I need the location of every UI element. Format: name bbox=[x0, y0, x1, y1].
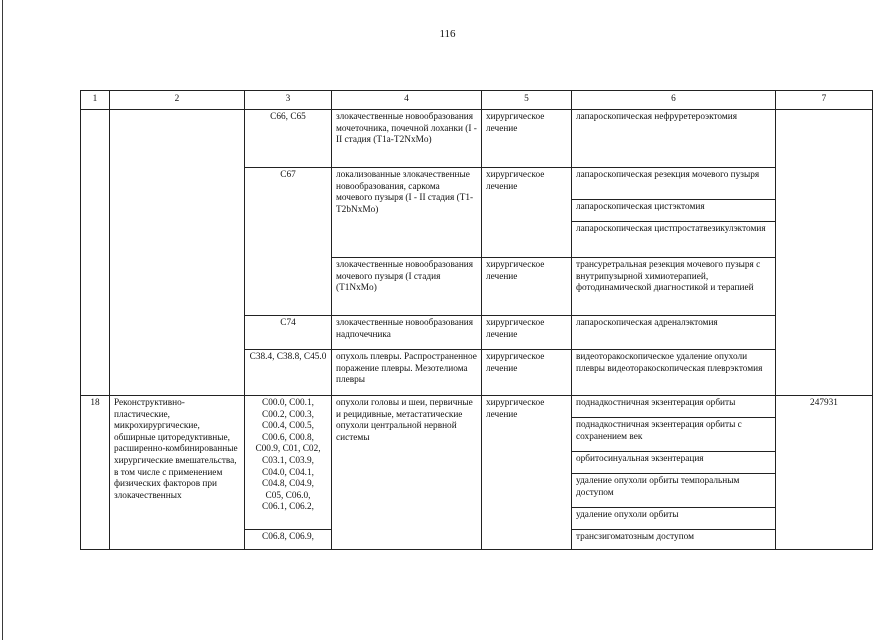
method-cell: трансзигоматозным доступом bbox=[572, 530, 776, 550]
column-header-6: 6 bbox=[572, 91, 776, 110]
icd-codes-cell: C66, C65 bbox=[245, 110, 332, 168]
treatment-cell: хирургическое лечение bbox=[482, 168, 572, 258]
method-cell: трансуретральная резекция мочевого пузыря с внутрипузырной химиотерапией, фотодинамической диагностикой и терапией bbox=[572, 258, 776, 316]
column-header-7: 7 bbox=[776, 91, 873, 110]
diagnosis-cell: злокачественные новообразования мочевого пузыря (I стадия (T1NxMo) bbox=[332, 258, 482, 316]
treatment-cell: хирургическое лечение bbox=[482, 396, 572, 550]
column-header-3: 3 bbox=[245, 91, 332, 110]
method-cell: орбитосинуальная экзентерация bbox=[572, 452, 776, 474]
method-cell: удаление опухоли орбиты bbox=[572, 508, 776, 530]
diagnosis-cell: опухоли головы и шеи, первичные и рецидивные, метастатические опухоли центральной нервной системы bbox=[332, 396, 482, 550]
method-cell: лапароскопическая резекция мочевого пузыря bbox=[572, 168, 776, 200]
method-cell: лапароскопическая адреналэктомия bbox=[572, 316, 776, 350]
treatment-cell: хирургическое лечение bbox=[482, 110, 572, 168]
method-cell: лапароскопическая цистэктомия bbox=[572, 200, 776, 222]
row-name-cell: Реконструктивно-пластические, микрохирургические, обширные циторедуктивные, расширенно-комбинированные хирургические вмешательства, в том числе с применением физических факторов при злокачественных bbox=[110, 396, 245, 550]
table-row bbox=[81, 396, 873, 418]
method-cell: поднадкостничная экзентерация орбиты с сохранением век bbox=[572, 418, 776, 452]
column-header-4: 4 bbox=[332, 91, 482, 110]
column-header-5: 5 bbox=[482, 91, 572, 110]
icd-codes-cell: C06.8, C06.9, bbox=[245, 530, 332, 550]
treatment-cell: хирургическое лечение bbox=[482, 350, 572, 396]
table-header-row bbox=[81, 91, 873, 110]
row-number-cell bbox=[81, 110, 110, 396]
diagnosis-cell: опухоль плевры. Распространенное поражение плевры. Мезотелиома плевры bbox=[332, 350, 482, 396]
method-cell: видеоторакоскопическое удаление опухоли плевры видеоторакоскопическая плеврэктомия bbox=[572, 350, 776, 396]
table-row bbox=[81, 110, 873, 168]
column-header-1: 1 bbox=[81, 91, 110, 110]
icd-codes-cell: C74 bbox=[245, 316, 332, 350]
treatment-cell: хирургическое лечение bbox=[482, 258, 572, 316]
page-number: 116 bbox=[439, 28, 456, 40]
medical-care-table bbox=[80, 90, 873, 550]
icd-codes-cell: C67 bbox=[245, 168, 332, 316]
row-number-cell: 18 bbox=[81, 396, 110, 550]
page-binding-edge bbox=[2, 0, 3, 640]
icd-codes-cell: C00.0, C00.1, C00.2, C00.3, C00.4, C00.5, C00.6, C00.8, C00.9, C01, C02, C03.1, C03.9, C04.0, C04.1, C04.8, C04.9, C05, C06.0, C06.1, C06.2, bbox=[245, 396, 332, 530]
method-cell: лапароскопическая цистпростатвезикулэктомия bbox=[572, 222, 776, 258]
row-name-cell bbox=[110, 110, 245, 396]
cost-cell: 247931 bbox=[776, 396, 873, 550]
method-cell: лапароскопическая нефруретероэктомия bbox=[572, 110, 776, 168]
diagnosis-cell: злокачественные новообразования надпочечника bbox=[332, 316, 482, 350]
icd-codes-cell: C38.4, C38.8, C45.0 bbox=[245, 350, 332, 396]
method-cell: удаление опухоли орбиты темпоральным доступом bbox=[572, 474, 776, 508]
method-cell: поднадкостничная экзентерация орбиты bbox=[572, 396, 776, 418]
column-header-2: 2 bbox=[110, 91, 245, 110]
diagnosis-cell: локализованные злокачественные новообразования, саркома мочевого пузыря (I - II стадия (T1-T2bNxMo) bbox=[332, 168, 482, 258]
treatment-cell: хирургическое лечение bbox=[482, 316, 572, 350]
diagnosis-cell: злокачественные новообразования мочеточника, почечной лоханки (I - II стадия (T1a-T2NxMo) bbox=[332, 110, 482, 168]
cost-cell bbox=[776, 110, 873, 396]
